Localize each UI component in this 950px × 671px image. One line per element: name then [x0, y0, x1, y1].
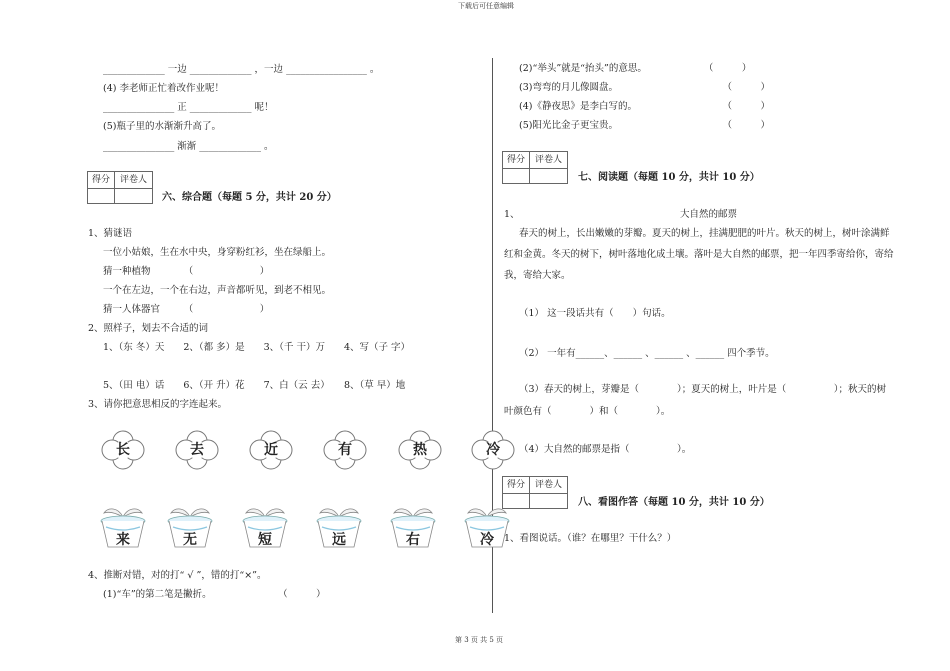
judgement-1: (1)“车”的第二笔是撇折。 （ ）	[103, 589, 326, 600]
pot-char: 短	[258, 532, 272, 548]
flowerpot-card	[240, 503, 290, 551]
pot-char: 远	[332, 532, 346, 548]
word-choices-1: 1、（东 冬）天 2、（都 多）是 3、（千 干）万 4、写（子 字）	[103, 342, 411, 353]
judgement-5: (5)阳光比金子更宝贵。 （ ）	[519, 120, 770, 131]
fill-line-5: _______________ 渐渐 _____________ 。	[103, 141, 274, 152]
flower-card	[174, 430, 220, 470]
flowerpot-clip	[462, 503, 492, 551]
flower-card	[470, 430, 516, 470]
flowerpot-card	[388, 503, 438, 551]
reading-question-3b: 叶颜色有（ ）和（ ）。	[504, 406, 671, 417]
pot-char: 右	[406, 532, 420, 548]
flower-card	[100, 430, 146, 470]
sentence-4: (4) 李老师正忙着改作业呢！	[103, 83, 224, 94]
score-label: 得分	[503, 152, 530, 168]
score-label: 得分	[503, 477, 530, 493]
flower-char: 长	[116, 442, 130, 458]
pot-char: 无	[183, 532, 197, 548]
flower-char: 有	[338, 442, 352, 458]
top-note: 下载后可任意编辑	[458, 2, 514, 10]
score-box-6	[87, 171, 153, 204]
judgement-3: (3)弯弯的月儿像圆盘。 （ ）	[519, 82, 770, 93]
score-box-8	[502, 476, 568, 509]
pot-char: 冷	[480, 532, 494, 548]
flower-char: 冷	[486, 442, 500, 458]
flowerpot-card	[165, 503, 215, 551]
flowerpot-card	[98, 503, 148, 551]
sentence-5: (5)瓶子里的水渐渐升高了。	[103, 121, 221, 132]
riddle-1-answer: 猜一种植物 （ ）	[103, 266, 270, 277]
passage-line-2: 红和金黄。冬天的树下，树叶落地化成土壤。落叶是大自然的邮票，把一年四季寄给你，寄给	[504, 249, 894, 260]
picture-question-1: 1、看图说话。（谁？在哪里？干什么？）	[504, 533, 677, 544]
passage-line-1: 春天的树上，长出嫩嫩的芽瓣。夏天的树上，挂满肥肥的叶片。秋天的树上，树叶涂满鲜	[519, 228, 890, 239]
flower-clip	[470, 430, 500, 470]
riddle-2-answer: 猜一人体器官 （ ）	[103, 304, 270, 315]
reading-question-3a: （3）春天的树上，芽瓣是（ ）；夏天的树上，叶片是（ ）；秋天的树	[519, 384, 887, 395]
section-6-title: 六、综合题（每题 5 分，共计 20 分）	[162, 192, 337, 203]
reading-number: 1、	[504, 209, 520, 220]
flower-card	[248, 430, 294, 470]
grader-label: 评卷人	[534, 155, 562, 165]
flower-char: 热	[413, 442, 427, 458]
flower-card	[397, 430, 443, 470]
question-4: 4、推断对错，对的打“ √ ”，错的打“×”。	[88, 570, 267, 581]
grader-label: 评卷人	[119, 175, 147, 185]
flower-char: 近	[264, 442, 278, 458]
passage-line-3: 我，寄给大家。	[504, 270, 571, 281]
flower-char: 去	[190, 442, 204, 458]
flowerpot-card	[314, 503, 364, 551]
section-7-title: 七、阅读题（每题 10 分，共计 10 分）	[578, 172, 760, 183]
reading-question-4: （4）大自然的邮票是指（ ）。	[519, 444, 692, 455]
grader-label: 评卷人	[534, 480, 562, 490]
page-number: 第 3 页 共 5 页	[455, 636, 504, 644]
fill-line-1: _____________ 一边 _____________ ，一边 _________________ 。	[103, 64, 380, 75]
question-2: 2、照样子，划去不合适的词	[88, 323, 209, 334]
riddle-2: 一个在左边，一个在右边，声音都听见，到老不相见。	[103, 285, 332, 296]
question-1: 1、猜谜语	[88, 228, 133, 239]
section-8-title: 八、看图作答（每题 10 分，共计 10 分）	[578, 497, 770, 508]
judgement-4: (4)《静夜思》是李白写的。 （ ）	[519, 101, 770, 112]
pot-char: 来	[116, 532, 130, 548]
word-choices-2: 5、（田 电）话 6、（开 升）花 7、白（云 去） 8、（草 早）地	[103, 380, 406, 391]
reading-question-2: （2） 一年有______、______ 、______ 、______ 四个季节。	[519, 348, 775, 359]
riddle-1: 一位小姑娘，生在水中央，身穿粉红衫，坐在绿船上。	[103, 247, 332, 258]
judgement-2: (2)“举头”就是“抬头”的意思。 （ ）	[519, 63, 752, 74]
reading-question-1: （1） 这一段话共有（ ）句话。	[519, 308, 671, 319]
score-box-7	[502, 151, 568, 184]
score-label: 得分	[88, 172, 115, 188]
fill-line-4: _______________ 正 _____________ 呢！	[103, 102, 274, 113]
question-3: 3、请你把意思相反的字连起来。	[88, 399, 228, 410]
passage-title: 大自然的邮票	[680, 209, 738, 220]
flower-card	[322, 430, 368, 470]
